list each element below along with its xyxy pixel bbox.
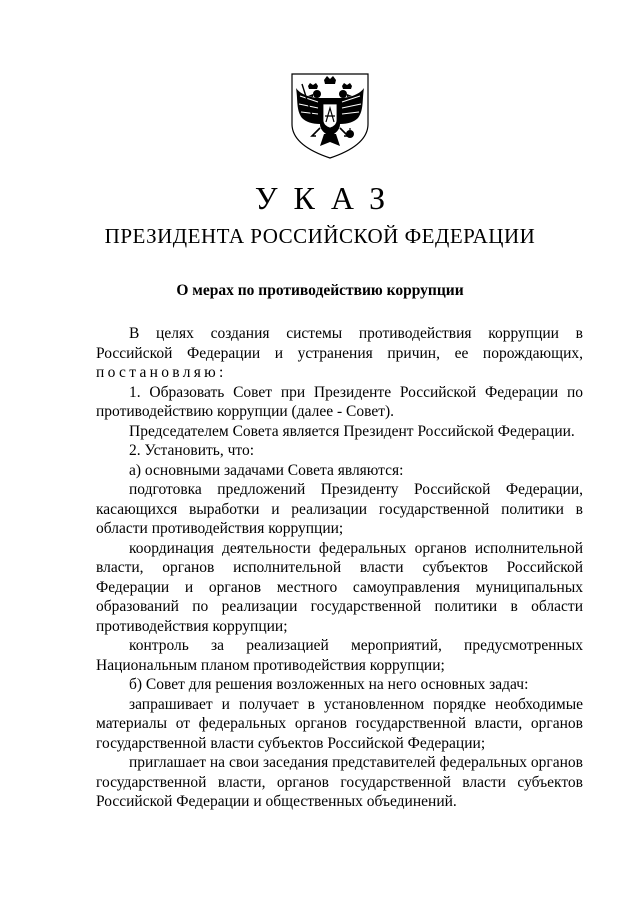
decree-word-text: постановляю:: [96, 364, 227, 381]
document-body: [96, 324, 583, 812]
document-title: УКАЗ: [254, 180, 402, 216]
paragraph-1: 1. Образовать Совет при Президенте Российской Федерации по противодействию коррупции (далее - Совет).: [96, 383, 583, 420]
paragraph-task-proposals: подготовка предложений Президенту Российской Федерации, касающихся выработки и реализации государственной политики в области противодействия коррупции;: [96, 481, 583, 537]
paragraph-2: 2. Установить, что:: [129, 442, 255, 459]
paragraph-power-request: запрашивает и получает в установленном порядке необходимые материалы от федеральных органов государственной власти, органов государственной власти субъектов Российской Федерации;: [96, 695, 583, 752]
document-issuer: ПРЕЗИДЕНТА РОССИЙСКОЙ ФЕДЕРАЦИИ: [104, 224, 536, 248]
decree-word: [96, 363, 583, 383]
paragraph-power-invite: приглашает на свои заседания представителей федеральных органов государственной власти, органов государственной власти субъектов Российской Федерации и общественных объединений.: [96, 754, 583, 810]
paragraph-2b: б) Совет для решения возложенных на него основных задач:: [129, 676, 529, 693]
paragraph-task-coordination: координация деятельности федеральных органов исполнительной власти, органов исполнительной власти субъектов Российской Федерации и органов местного самоуправления муниципальных образований по реализации государственной политики в области противодействия коррупции;: [96, 539, 583, 635]
paragraph-2a: а) основными задачами Совета являются:: [129, 461, 404, 479]
intro-paragraph: В целях создания системы противодействия коррупции в Российской Федерации и устранения причин, ее порождающих,: [96, 325, 583, 362]
document-subject: О мерах по противодействию коррупции: [176, 282, 464, 299]
coat-of-arms-emblem-icon: [290, 72, 370, 160]
paragraph-task-control: контроль за реализацией мероприятий, предусмотренных Национальным планом противодействия коррупции;: [96, 637, 583, 674]
paragraph-chairman: Председателем Совета является Президент Российской Федерации.: [129, 422, 575, 440]
